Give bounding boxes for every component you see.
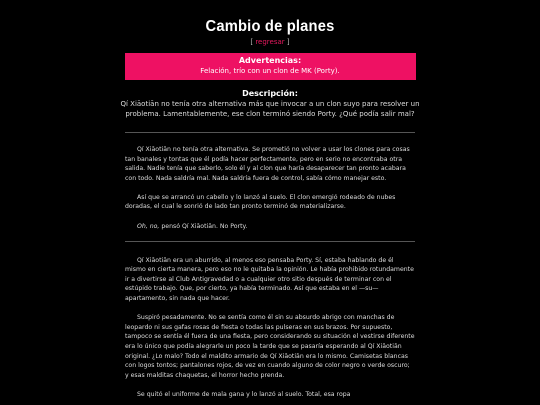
back-link-wrapper	[0, 38, 540, 47]
story-paragraph: Se quitó el uniforme de mala gana y lo lanzó al suelo. Total, esa ropa	[137, 390, 351, 398]
back-bracket-open: [	[250, 38, 254, 46]
story-paragraph: Así que se arrancó un cabello y lo lanzó al suelo. El clon emergió rodeado de nubes doradas, el cual le sonrió de lado tan pronto terminó de materializarse.	[125, 193, 396, 211]
story-divider	[125, 241, 415, 242]
back-bracket-close: ]	[286, 38, 290, 46]
story-italic-thought: Oh, no,	[137, 222, 160, 230]
description-title: Descripción:	[242, 89, 298, 98]
back-link[interactable]: regresar	[255, 38, 285, 46]
story-body	[125, 145, 415, 399]
story-paragraph	[125, 222, 415, 232]
story-paragraph: Suspiró pesadamente. No se sentía como él sin su absurdo abrigo con manchas de leopardo ni sus gafas rosas de fiesta o todas las pulseras en sus brazos. Por supuesto, tampoco se sentía él fuera de una fiesta, pero considerando su situación el vestirse diferente era lo único que podía alegrarle un poco la tarde que se pasaría esperando al Qí Xiāotiān original. ¿Lo malo? Todo el maldito armario de Qí Xiāotiān era lo mismo. Camisetas blancas con logos tontos; pantalones rojos, de vez en cuando alguno de color negro o verde oscuro; y esas malditas chaquetas, el horror hecho prenda.	[125, 314, 415, 379]
story-paragraph: Qí Xiāotiān no tenía otra alternativa. Se prometió no volver a usar los clones para cosas tan banales y tontas que él podía hacer perfectamente, pero en serio no encontraba otra salida. Nadie tenía que saberlo, solo él y al clon que haría desaparecer tan pronto acabara con todo. Nada saldría mal. Nada saldría fuera de control, sabía cómo manejar esto.	[125, 146, 410, 182]
story-thought-rest: pensó Qí Xiāotiān. No Porty.	[159, 222, 248, 230]
description-text: Qí Xiāotiān no tenía otra alternativa más que invocar a un clon suyo para resolver un problema. Lamentablemente, ese clon terminó siendo Porty. ¿Qué podía salir mal?	[120, 100, 420, 118]
warning-text: Felación, trío con un clon de MK (Porty).	[200, 67, 340, 75]
story-paragraph: Qí Xiāotiān era un aburrido, al menos eso pensaba Porty. Sí, estaba hablando de él mismo en cierta manera, pero eso no le quitaba la opinión. Le había prohibido rotundamente ir a divertirse al Club Antigravedad o a cualquier otro sitio después de terminar con el estúpido trabajo. Que, por cierto, ya había terminado. Así que estaba en el —su— apartamento, sin nada que hacer.	[125, 256, 414, 303]
section-divider	[125, 132, 415, 133]
warning-box	[125, 53, 416, 80]
page-title: Cambio de planes	[205, 18, 335, 35]
warning-title: Advertencias:	[238, 56, 302, 65]
